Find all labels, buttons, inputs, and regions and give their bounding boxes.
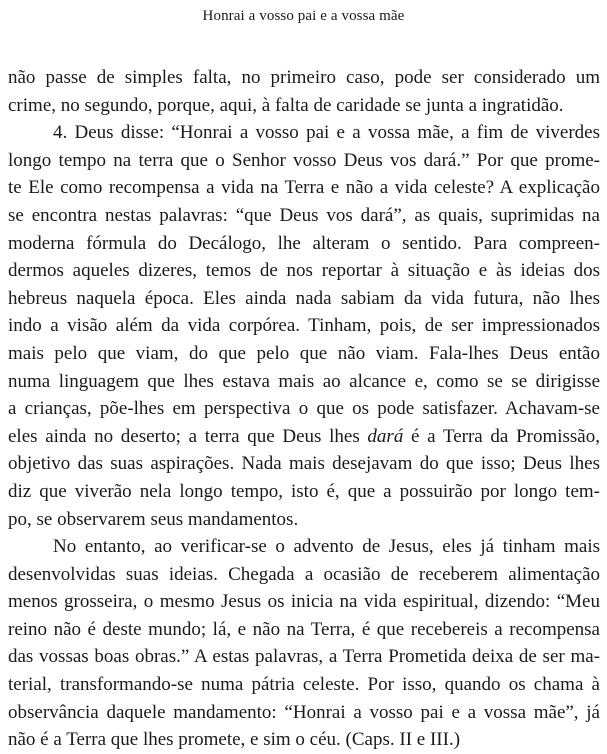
text-line — [8, 147, 600, 175]
text-segment: menos grosseira, o mesmo Jesus os inicia na vida espiritual, dizendo: “Meu — [8, 591, 600, 613]
text-segment: não é a Terra que lhes promete, e sim o céu. (Caps. II e III.) — [8, 729, 461, 751]
text-line — [8, 230, 600, 258]
text-line — [8, 561, 600, 589]
text-segment: desenvolvidas suas ideias. Chegada a ocasião de receberem alimentação — [8, 563, 600, 585]
text-segment: mais pelo que viam, do que pelo que não viam. Fala-lhes Deus então — [8, 342, 600, 364]
italic-word: dará — [367, 425, 404, 447]
text-segment: te Ele como recompensa a vida na Terra e não a vida celeste? A explicação — [8, 177, 600, 199]
text-segment: hebreus naquela época. Eles ainda nada sabiam da vida futura, não lhes — [8, 287, 600, 309]
text-segment: crime, no segundo, porque, aqui, à falta de caridade se junta a ingratidão. — [8, 94, 564, 116]
text-line — [8, 726, 600, 754]
text-line — [8, 699, 600, 727]
text-segment: po, se observarem seus mandamentos. — [8, 508, 299, 530]
text-segment: No entanto, ao verificar-se o advento de Jesus, eles já tinham mais — [53, 536, 600, 558]
text-segment: não passe de simples falta, no primeiro caso, pode ser considerado um — [8, 67, 600, 88]
text-line — [8, 92, 600, 120]
text-line — [8, 174, 600, 202]
text-segment: objetivo das suas aspirações. Nada mais desejavam do que isso; Deus lhes — [8, 453, 600, 475]
text-line — [8, 450, 600, 478]
running-header: Honrai a vosso pai e a vossa mãe — [202, 8, 405, 24]
text-line — [8, 423, 600, 451]
text-line — [8, 64, 600, 92]
text-segment: terial, transformando-se numa pátria celeste. Por isso, quando os chama à — [8, 674, 600, 696]
text-segment: reino não é deste mundo; lá, e não na Terra, é que recebereis a recompensa — [8, 618, 600, 640]
text-segment: moderna fórmula do Decálogo, lhe alteram o sentido. Para compreen- — [8, 232, 600, 254]
text-segment: se encontra nestas palavras: “que Deus vos dará”, as quais, suprimidas na — [8, 204, 600, 226]
text-line — [8, 671, 600, 699]
text-segment: 4. Deus disse: “Honrai a vosso pai e a vossa mãe, a fim de viverdes — [53, 122, 600, 144]
text-line — [8, 506, 600, 534]
text-segment: das vossas boas obras.” A estas palavras, a Terra Prometida deixa de ser ma- — [8, 646, 600, 668]
text-line — [8, 368, 600, 396]
text-line — [8, 285, 600, 313]
text-line — [8, 478, 600, 506]
text-segment: longo tempo na terra que o Senhor vosso Deus vos dará.” Por que prome- — [8, 149, 600, 171]
text-line — [8, 257, 600, 285]
text-line — [8, 119, 600, 147]
text-segment: dermos aqueles dizeres, temos de nos reportar à situação e às ideias dos — [8, 260, 600, 282]
text-line — [8, 202, 600, 230]
text-line — [8, 616, 600, 644]
text-segment: observância daquele mandamento: “Honrai a vosso pai e a vossa mãe”, já — [8, 701, 600, 723]
text-segment: diz que viverão nela longo tempo, isto é, que a possuirão por longo tem- — [8, 480, 600, 502]
text-line — [8, 643, 600, 671]
text-segment: eles ainda no deserto; a terra que Deus lhes — [8, 425, 368, 447]
text-segment: numa linguagem que lhes estava mais ao alcance e, como se se dirigisse — [8, 370, 600, 392]
text-segment: indo a visão além da vida corpórea. Tinham, pois, de ser impressionados — [8, 315, 600, 337]
text-segment: a crianças, põe-lhes em perspectiva o que os pode satisfazer. Achavam-se — [8, 398, 600, 420]
text-line — [8, 588, 600, 616]
text-line — [8, 395, 600, 423]
text-line — [8, 533, 600, 561]
text-line — [8, 312, 600, 340]
text-line — [8, 340, 600, 368]
body-text — [8, 64, 600, 754]
text-segment: é a Terra da Promissão, — [403, 425, 600, 447]
